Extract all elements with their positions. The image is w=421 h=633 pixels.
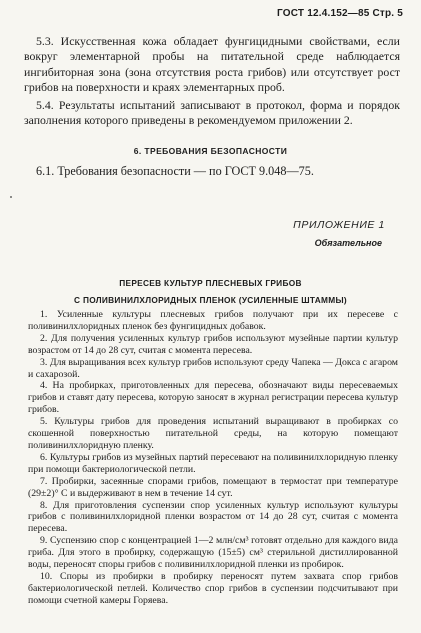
- annex-item: 6. Культуры грибов из музейных партий пересевают на поливинилхлоридную пленку при помощи бактериологической петли.: [28, 451, 398, 475]
- annex-title: ПРИЛОЖЕНИЕ 1: [293, 219, 385, 231]
- annex-item: 1. Усиленные культуры плесневых грибов получают при их пересеве с поливинилхлоридных пленок без фунгицидных добавок.: [28, 309, 398, 332]
- annex-title-line-1: ПЕРЕСЕВ КУЛЬТУР ПЛЕСНЕВЫХ ГРИБОВ: [119, 278, 302, 288]
- annex-items-list: [28, 309, 398, 607]
- annex-status: Обязательное: [314, 238, 382, 248]
- annex-document-title: [0, 275, 421, 308]
- paragraph-5-3: 5.3. Искусственная кожа обладает фунгицидными свойствами, если вокруг элементарной пробы на питательной среде наблюдается ингибиторная зона (зона отсутствия роста грибов) или отсутствует рост грибов на поверхности и краях элементарных проб.: [24, 34, 400, 95]
- annex-item: 9. Суспензию спор с концентрацией 1—2 млн/см³ готовят отдельно для каждого вида гриба. Для этого в пробирку, содержащую (15±5) см³ стерильной дистиллированной воды, переносят споры грибов с поливинилхлоридной пленки из пробирок.: [28, 535, 398, 571]
- annex-item: 8. Для приготовления суспензии спор усиленных культур используют культуры грибов с поливинилхлоридной пленки возрастом от 14 до 28 сут, считая с момента пересева.: [28, 499, 398, 535]
- annex-item: 10. Споры из пробирки в пробирку переносят путем захвата спор грибов бактериологической петлей. Количество спор грибов в суспензии подсчитывают при помощи счетной камеры Горяева.: [28, 570, 398, 606]
- annex-item: 5. Культуры грибов для проведения испытаний выращивают в пробирках со скошенной поверхностью питательной среды, на которую помещают поливинилхлоридную пленку.: [28, 416, 398, 451]
- annex-item: 2. Для получения усиленных культур грибов используют музейные партии культур возрастом от 14 до 28 сут, считая с момента пересева.: [28, 332, 398, 356]
- paragraph-6-1: 6.1. Требования безопасности — по ГОСТ 9.048—75.: [36, 164, 314, 178]
- section-6-title: 6. ТРЕБОВАНИЯ БЕЗОПАСНОСТИ: [133, 146, 288, 156]
- scan-speck: [10, 196, 12, 198]
- annex-item: 7. Пробирки, засеянные спорами грибов, помещают в термостат при температуре (29±2)° С и выдерживают в нем в течение 14 сут.: [28, 475, 398, 499]
- page-header: ГОСТ 12.4.152—85 Стр. 5: [277, 8, 403, 19]
- annex-item: 4. На пробирках, приготовленных для пересева, обозначают виды пересеваемых грибов и ставят дату пересева, которую заносят в журнал регистрации пересева культур грибов.: [28, 380, 398, 416]
- annex-title-line-2: С ПОЛИВИНИЛХЛОРИДНЫХ ПЛЕНОК (УСИЛЕННЫЕ ШТАММЫ): [74, 294, 347, 305]
- paragraph-5-4: 5.4. Результаты испытаний записывают в протокол, форма и порядок заполнения которого приведены в рекомендуемом приложении 2.: [24, 98, 400, 128]
- annex-item: 3. Для выращивания всех культур грибов используют среду Чапека — Докса с агаром и сахарозой.: [28, 356, 398, 380]
